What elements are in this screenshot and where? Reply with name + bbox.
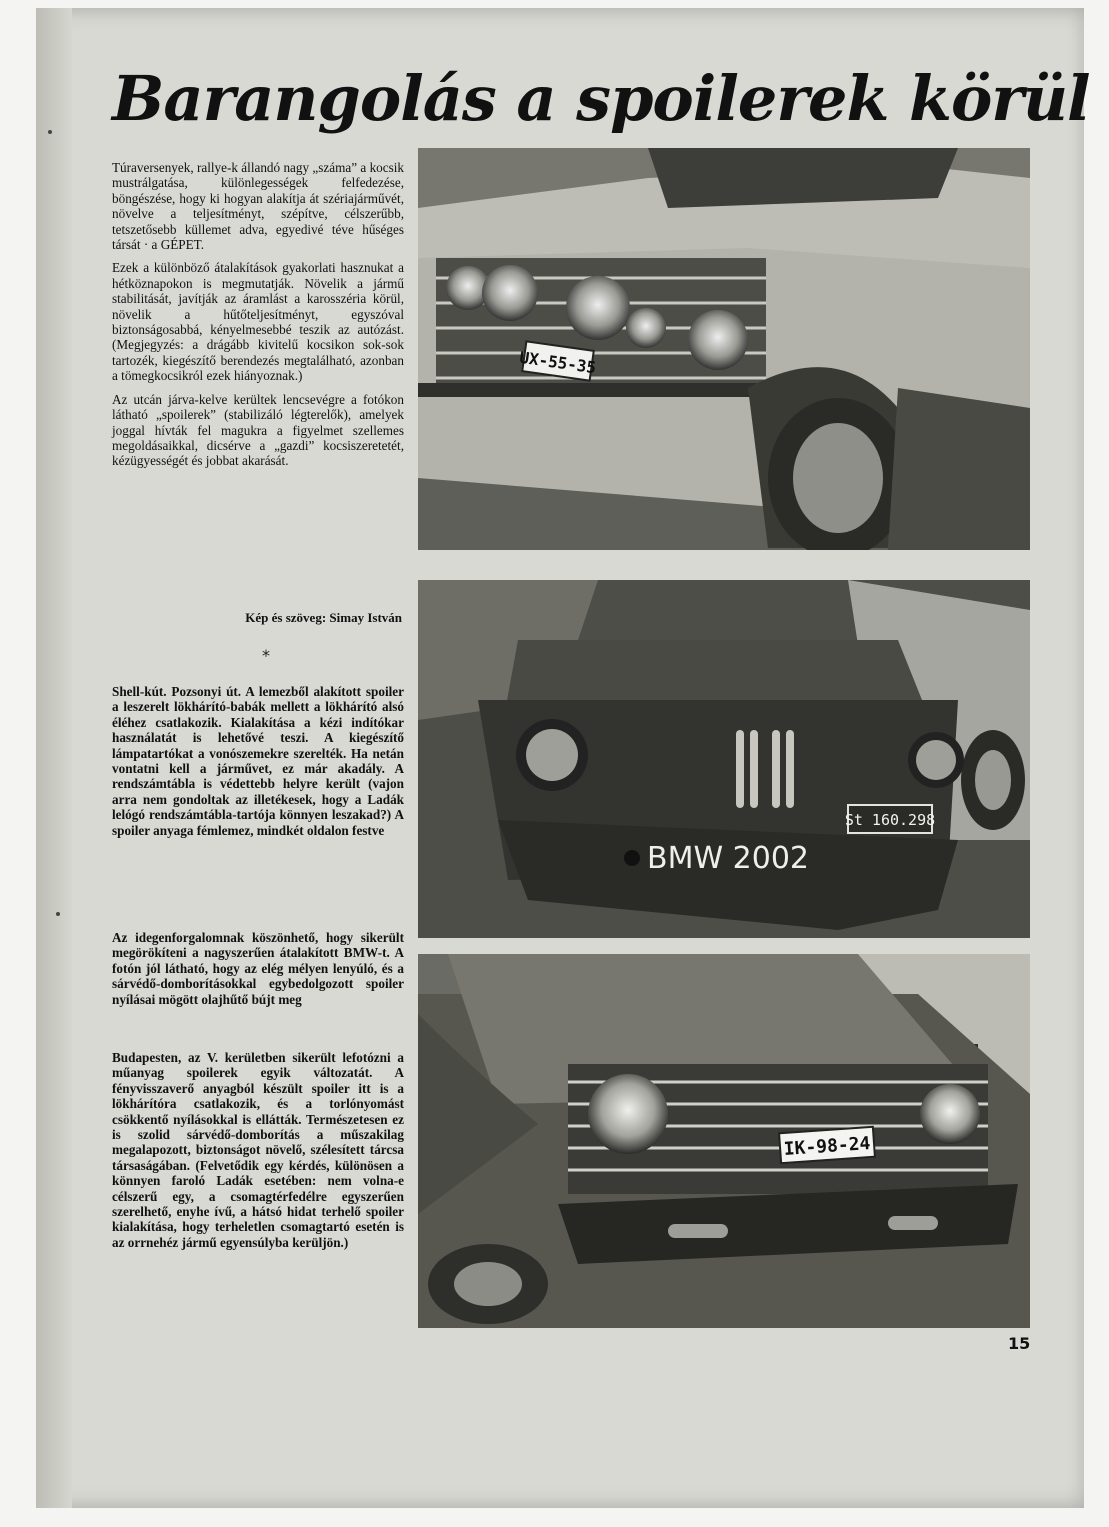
- lada-spoiler-image: [418, 954, 1030, 1328]
- article-credit: Kép és szöveg: Simay István: [245, 610, 402, 625]
- plate-text: UX-55-35: [518, 347, 598, 378]
- intro-column: [112, 160, 404, 477]
- intro-paragraph: Az utcán járva-kelve kerültek lencsevégre a fotókon látható „spoilerek” (stabilizáló légterelők), amelyek joggal hívták fel magukra a figyelmet szellemes megoldásaikkal, dicsérve a „gazdi” kocsiszeretetét, kézügyességét és jobbat akarását.: [112, 391, 404, 469]
- article-title: Barangolás a spoilerek körül: [112, 62, 1090, 135]
- lada-front-image: [418, 148, 1030, 550]
- intro-paragraph: Túraversenyek, rallye-k állandó nagy „száma” a kocsik mustrálgatása, különlegességek felfedezése, böngészése, hogy ki hogyan alakítja át szériajárművét, növelve a teljesítményt, szépítve, célszerűbb, tetszetősebb küllemet adva, egyedivé téve hűséges társát · a GÉPET.: [112, 160, 404, 253]
- caption-text: Shell-kút. Pozsonyi út. A lemezből alakított spoiler a leszerelt lökhárító-babák mellett a lökhárító alsó éléhez csatlakozik. Kialakítása a kézi indítókar használatát is lehetővé teszi. A kiegészítő lámpatartókat a vonószemekre szerelték. Ha netán vontatni kell a járművet, ez már akadály. A rendszámtábla is védettebb helyre került (vajon arra nem gondoltak az illetékesek, hogy a Ladák lelógó rendszámtábla-tartója könnyen leszakad?) A spoiler anyaga fémlemez, mindkét oldalon festve: [112, 684, 404, 838]
- intro-paragraph: Ezek a különböző átalakítások gyakorlati hasznukat a hétköznapokon is megmutatják. Növelik a jármű stabilitását, javítják az áramlást a karosszéria körül, növelik a hűtőteljesítményt, egyszóval biztonságosabbá, kényelmesebbé teszik az autózást. (Megjegyzés: a drágább kivitelű kocsikon sok-sok tartozék, kiegészítő berendezés megtalálható, azonban a tömegkocsikról ezek hiányoznak.): [112, 260, 404, 384]
- caption-3: [112, 1050, 404, 1258]
- plate-text: IK-98-24: [783, 1132, 872, 1160]
- bmw-front-image: [418, 580, 1030, 938]
- photo-lada-front: [418, 148, 1030, 550]
- caption-text: Budapesten, az V. kerületben sikerült lefotózni a műanyag spoilerek egyik változatát. A fényvisszaverő anyagból készült spoiler itt is a lökhárítóra csatlakozik, és a torlónyomást csökkentő nyílásokkal is ellátták. Természetesen ez is szolid sárvédő-domborítás a műszakilag megalapozott, biztonságot növelő, szélesített tárcsa társaságában. (Felvetődik egy kérdés, különösen a könnyen faroló Ladák esetében: nem volna-e célszerű egy, a csomagtérfedélre egyszerűen szerelhető, enyhe ívű, a hátsó hidat terhelő spoiler kialakítása, hogy terheletlen csomagtartó esetén is az orrnehéz jármű egyensúlyba kerüljön.): [112, 1050, 404, 1250]
- page-number: 15: [1008, 1334, 1031, 1353]
- caption-text: Az idegenforgalomnak köszönhető, hogy sikerült megörökíteni a nagyszerűen átalakított BMW-t. A fotón jól látható, hogy az elég mélyen lenyúló, és a sárvédő-domborításokkal egybedolgozott spoiler nyílásai mögött olajhűtő bújt meg: [112, 930, 404, 1007]
- scan-dot: [48, 130, 52, 134]
- page-gutter: [36, 8, 72, 1508]
- plate-text: St 160.298: [844, 811, 936, 829]
- section-separator: *: [262, 646, 270, 665]
- photo-lada-spoiler: [418, 954, 1030, 1328]
- caption-2: [112, 930, 404, 1015]
- scan-dot: [56, 912, 60, 916]
- photo-bmw-front: [418, 580, 1030, 938]
- caption-1: [112, 684, 404, 846]
- badge-text: BMW 2002: [646, 841, 810, 876]
